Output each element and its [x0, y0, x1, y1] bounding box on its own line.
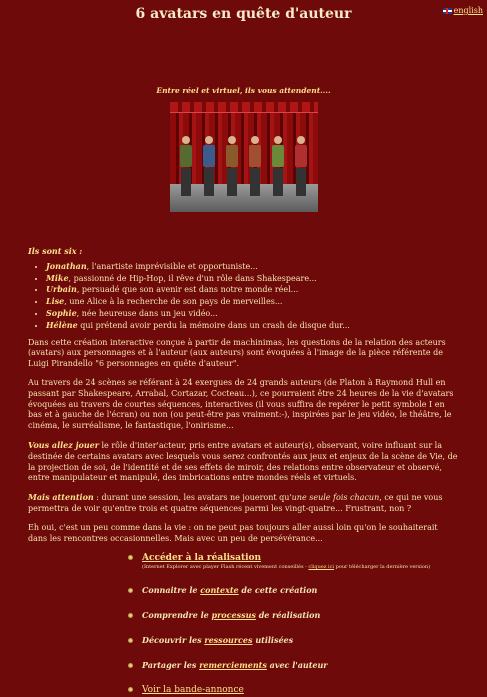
trailer-link[interactable]: Voir la bande-annonce [142, 685, 244, 696]
bullet-icon [128, 555, 133, 560]
bullet-icon [128, 613, 133, 618]
list-item: • Sophie, née heureuse dans un jeu vidéo... [46, 308, 487, 320]
thanks-link[interactable]: remerciements [199, 659, 267, 670]
menu-item-context: Connaitre le contexte de cette création [128, 585, 487, 596]
character-list [0, 261, 487, 332]
avatar-figure [272, 136, 284, 198]
list-item: • Mike, passionné de Hip-Hop, il rêve d'un rôle dans Shakespeare... [46, 273, 487, 285]
paragraph-warning: Mais attention : durant une session, les avatars ne joueront qu'une seule fois chacun, ce qui ne vous permettra de voir qu'entre trois et quatre séquences parmi les vingt-quatre... Frustrant, non ? [28, 492, 443, 513]
main-menu [128, 552, 487, 696]
menu-item-access [128, 552, 487, 571]
paragraph-intro: Dans cette création interactive conçue à partir de machinimas, les questions de la relation des acteurs (avatars) aux personnages et à l'auteur (aux auteurs) sont évoquées à l'image de la pièce référente de Luigi Pirandello "6 personnages en quête d'auteur". [28, 337, 446, 369]
list-item: • Urbain, persuadé que son avenir est dans notre monde réel... [46, 284, 487, 296]
tagline: Entre réel et virtuel, ils vous attendent.... [156, 85, 331, 95]
intro-label: Ils sont six : [28, 246, 83, 257]
bullet-icon [128, 687, 133, 692]
english-link[interactable]: english [453, 6, 483, 15]
paragraph-scenes: Au travers de 24 scènes se référant à 24 exergues de 24 grands auteurs (de Platon à Raymond Hull en passant par Shakespeare, Arrabal, Cortazar, Cocteau...), ce pourraient être 24 heures de la vie d'avatars évoquées au travers de courtes séquences, interactives (il vous suffira de repérer le petit symbole I en bas et à gauche de l'écran) ou non (ou peut-être pas vraiment:-), inspirées par le jeu vidéo, le théâtre, le cinéma, le surréalisme, le fantastique, l'onirisme... [28, 377, 454, 431]
access-note: (Internet Explorer avec player Flash récent vivement conseillés - cliquez ici pour télécharger la dernière version) [142, 564, 431, 571]
list-item: • Lise, une Alice à la recherche de son pays de merveilles... [46, 296, 487, 308]
page-title: 6 avatars en quête d'auteur [135, 6, 352, 22]
process-link[interactable]: processus [211, 610, 256, 621]
bullet-icon [128, 588, 133, 593]
menu-item-process: Comprendre le processus de réalisation [128, 610, 487, 621]
avatar-figure [295, 136, 307, 198]
list-item: • Jonathan, l'anartiste imprévisible et opportuniste... [46, 261, 487, 273]
context-link[interactable]: contexte [200, 585, 239, 596]
access-link[interactable]: Accéder à la réalisation [142, 553, 262, 564]
uk-flag-icon [443, 8, 452, 14]
menu-item-resources: Découvrir les ressources utilisées [128, 635, 487, 646]
menu-item-thanks: Partager les remerciements avec l'auteur [128, 660, 487, 671]
bullet-icon [128, 663, 133, 668]
resources-link[interactable]: ressources [204, 634, 253, 645]
paragraph-life: Eh oui, c'est un peu comme dans la vie : on ne peut pas toujours aller aussi loin qu'on le souhaiterait dans les rencontres occasionnelles. Mais avec un peu de persévérance... [28, 522, 438, 543]
bullet-icon [128, 638, 133, 643]
avatar-figure [180, 136, 192, 198]
avatar-figure [249, 136, 261, 198]
list-item: • Hélène qui prétend avoir perdu la mémoire dans un crash de disque dur... [46, 320, 487, 332]
menu-item-trailer [128, 684, 487, 696]
paragraph-role: Vous allez jouer le rôle d'inter'acteur, pris entre avatars et auteur(s), observant, voire influant sur la destinée de certains avatars avec lesquels vous serez confrontés aux jeux et enjeux de la scène de Vie, de la projection de soi, de l'identité et de ses effets de miroir, des relations entre observateur et observé, entre manipulateur et manipulé, des imbrications entre mondes réels et virtuels. [28, 439, 458, 483]
avatar-figure [226, 136, 238, 198]
avatar-figure [203, 136, 215, 198]
language-switch[interactable] [443, 6, 483, 17]
stage-image [170, 102, 318, 212]
flash-download-link[interactable]: cliquez ici [308, 564, 335, 571]
